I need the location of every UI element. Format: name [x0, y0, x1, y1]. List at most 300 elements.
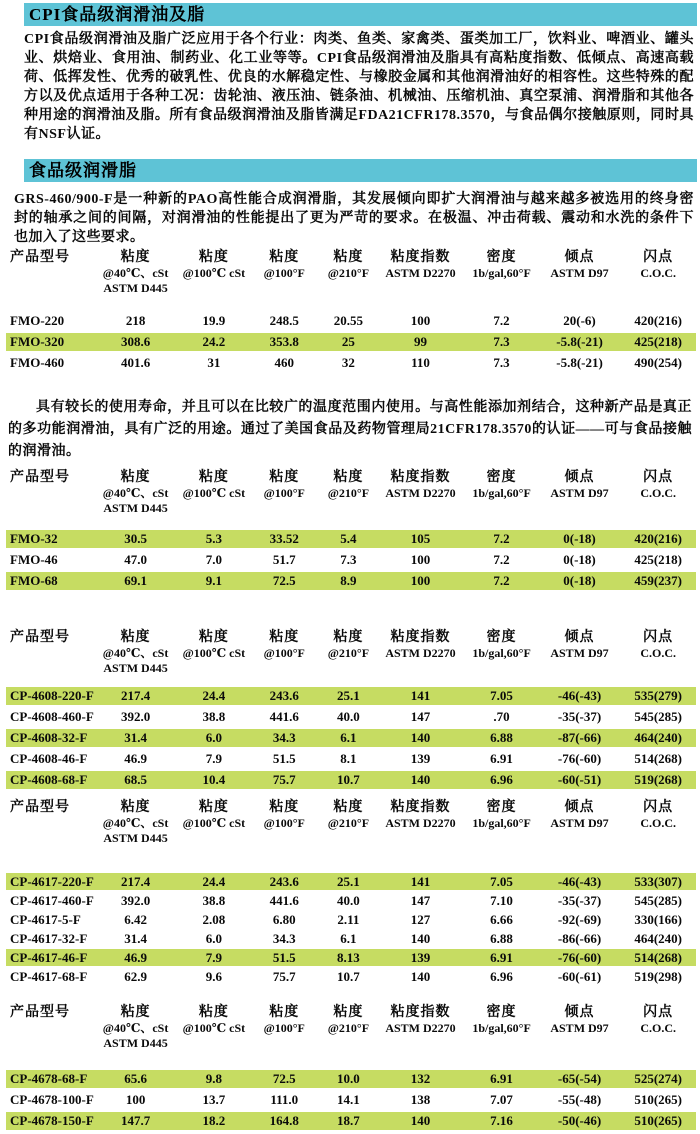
spec-value: 147: [410, 709, 431, 724]
spec-value: 9.1: [205, 573, 222, 588]
column-header-subtitle: @210°F: [327, 646, 370, 660]
column-header-title: 粘度: [333, 250, 364, 265]
column-header: [176, 629, 253, 661]
spec-value: 38.8: [202, 892, 226, 908]
table-header-row: [6, 799, 696, 846]
spec-value: -55(-48): [557, 1092, 602, 1107]
column-header: [252, 629, 316, 661]
spec-value: 392.0: [120, 892, 151, 908]
spec-value: 8.13: [337, 949, 360, 965]
spec-value: 164.8: [269, 1113, 299, 1128]
product-model: FMO-32: [10, 531, 58, 546]
table-row: [6, 572, 696, 590]
column-header-title: 倾点: [564, 800, 595, 815]
spec-value: 7.05: [490, 688, 513, 703]
column-header: [96, 629, 176, 676]
table-row: [6, 1112, 696, 1130]
column-header: [543, 799, 617, 831]
column-header-subtitle: C.O.C.: [640, 1021, 677, 1035]
spec-value: 460: [274, 355, 294, 370]
column-header-title: 倾点: [564, 630, 595, 645]
column-header-subtitle: @100℃ cSt: [182, 266, 246, 280]
table-row: [6, 1070, 696, 1088]
product-model: CP-4617-460-F: [10, 892, 94, 908]
column-header-title: 粘度: [120, 250, 151, 265]
column-header: [316, 799, 380, 831]
spec-value: 18.2: [202, 1113, 226, 1128]
spec-value: 140: [410, 1113, 431, 1128]
product-model: CP-4617-220-F: [10, 873, 94, 889]
column-header-title: 粘度: [333, 630, 364, 645]
spec-value: 34.3: [272, 930, 296, 946]
table-body: [6, 1070, 696, 1130]
spec-value: 248.5: [269, 313, 299, 328]
spec-value: 24.4: [202, 688, 226, 703]
column-header-subtitle: C.O.C.: [640, 266, 677, 280]
spec-value: 441.6: [269, 709, 299, 724]
column-header-subtitle: ASTM D445: [103, 831, 168, 845]
product-model: CP-4608-220-F: [10, 688, 94, 703]
spec-value: 141: [410, 873, 431, 889]
spec-value: 2.11: [337, 911, 360, 927]
table-row: [6, 750, 696, 768]
spec-value: 138: [410, 1092, 431, 1107]
column-header-subtitle: ASTM D445: [103, 1036, 168, 1050]
spec-value: 38.8: [202, 709, 226, 724]
spec-value: 5.4: [340, 531, 357, 546]
product-model: CP-4678-68-F: [10, 1071, 88, 1086]
table-row: [6, 687, 696, 705]
column-header-title: 粘度: [269, 800, 300, 815]
column-header-subtitle: @100℃ cSt: [182, 486, 246, 500]
column-header-subtitle: ASTM D2270: [385, 266, 456, 280]
spec-value: 459(237): [634, 573, 683, 588]
spec-value: 425(218): [634, 334, 683, 349]
column-header: [461, 629, 543, 661]
spec-value: 75.7: [272, 772, 296, 787]
spec-value: 65.6: [124, 1071, 147, 1086]
table-body: [6, 312, 696, 372]
column-header-title: 密度: [486, 250, 517, 265]
column-header: [543, 629, 617, 661]
column-header-subtitle: @210°F: [327, 1021, 370, 1035]
column-header-title: 粘度: [120, 470, 151, 485]
column-header-subtitle: ASTM D97: [550, 646, 609, 660]
table-row: [6, 551, 696, 569]
column-header: [96, 1004, 176, 1051]
table-row: [6, 771, 696, 789]
column-header-subtitle: 1b/gal,60°F: [472, 816, 531, 830]
spec-value: 33.52: [269, 531, 299, 546]
table-body: [6, 530, 696, 590]
product-model: CP-4678-150-F: [10, 1113, 94, 1128]
spec-value: 99: [413, 334, 427, 349]
spec-value: 40.0: [337, 892, 360, 908]
column-header: [316, 469, 380, 501]
spec-value: 6.91: [490, 1071, 513, 1086]
spec-value: 392.0: [120, 709, 151, 724]
spec-value: 330(166): [634, 911, 683, 927]
product-model: FMO-320: [10, 334, 65, 349]
table-row: [6, 312, 696, 330]
column-header: [316, 249, 380, 281]
spec-value: -76(-60): [557, 949, 602, 965]
column-header: [543, 1004, 617, 1036]
spec-table-cp4678: [6, 1004, 696, 1133]
spec-value: 6.0: [205, 730, 222, 745]
column-header: [543, 469, 617, 501]
column-header-title: 粘度指数: [390, 800, 451, 815]
spec-value: 6.1: [340, 730, 357, 745]
spec-value: 10.7: [337, 772, 360, 787]
spec-value: 5.3: [205, 531, 222, 546]
column-header-title: 粘度: [198, 470, 229, 485]
spec-value: 7.9: [205, 949, 222, 965]
spec-value: 0(-18): [563, 552, 596, 567]
column-header-title: 粘度: [198, 800, 229, 815]
spec-value: -87(-66): [557, 730, 602, 745]
spec-value: 140: [410, 930, 431, 946]
spec-value: 100: [410, 552, 431, 567]
spec-value: 218: [125, 313, 146, 328]
spec-value: 490(254): [634, 355, 683, 370]
spec-value: -60(-61): [557, 968, 602, 984]
column-header-title: 粘度: [120, 1005, 151, 1020]
product-model: CP-4678-100-F: [10, 1092, 94, 1107]
spec-value: 25: [341, 334, 355, 349]
spec-value: 72.5: [272, 573, 296, 588]
table-row: [6, 530, 696, 548]
column-header: [616, 1004, 699, 1036]
spec-value: 147.7: [120, 1113, 151, 1128]
column-header: [176, 469, 253, 501]
spec-value: 7.10: [490, 892, 513, 908]
column-header-title: 密度: [486, 470, 517, 485]
column-header: [176, 249, 253, 281]
spec-value: 140: [410, 968, 431, 984]
column-header-subtitle: ASTM D97: [550, 1021, 609, 1035]
spec-value: 6.96: [490, 772, 513, 787]
spec-value: 72.5: [272, 1071, 296, 1086]
column-header-subtitle: ASTM D97: [550, 486, 609, 500]
column-header: [6, 469, 96, 486]
column-header-title: 粘度: [120, 800, 151, 815]
product-model: CP-4608-68-F: [10, 772, 88, 787]
spec-value: 47.0: [124, 552, 147, 567]
column-header-title: 粘度: [269, 250, 300, 265]
column-header: [461, 1004, 543, 1036]
spec-value: 6.96: [490, 968, 513, 984]
column-header-subtitle: @210°F: [327, 816, 370, 830]
grease-intro-paragraph: GRS-460/900-F是一种新的PAO高性能合成润滑脂，其发展倾向即扩大润滑油与越来越多被选用的终身密封的轴承之间的间隔，对润滑油的性能提出了更为严苛的要求。在极温、冲击荷载、震动和水洗的条件下也加入了这些要求。: [14, 192, 694, 245]
column-header: [96, 249, 176, 296]
spec-value: 62.9: [124, 968, 147, 984]
column-header: [176, 799, 253, 831]
spec-value: -86(-66): [557, 930, 602, 946]
spec-value: 8.9: [340, 573, 357, 588]
spec-value: 132: [410, 1071, 431, 1086]
spec-value: 13.7: [202, 1092, 226, 1107]
spec-value: 51.5: [272, 751, 296, 766]
table-body: [6, 873, 696, 985]
spec-value: 140: [410, 730, 431, 745]
table-row: [6, 949, 696, 966]
spec-value: -5.8(-21): [556, 334, 603, 349]
spec-value: -50(-46): [557, 1113, 602, 1128]
spec-value: 7.07: [490, 1092, 513, 1107]
column-header-title: 粘度指数: [390, 250, 451, 265]
table-row: [6, 354, 696, 372]
spec-value: 545(285): [634, 892, 683, 908]
spec-value: -60(-51): [557, 772, 602, 787]
spec-value: -5.8(-21): [556, 355, 603, 370]
spec-value: 32: [341, 355, 355, 370]
column-header-subtitle: ASTM D2270: [385, 1021, 456, 1035]
table-row: [6, 1091, 696, 1109]
spec-value: -46(-43): [557, 688, 602, 703]
column-header-title: 倾点: [564, 1005, 595, 1020]
spec-value: 6.88: [490, 930, 513, 946]
spec-value: 30.5: [124, 531, 147, 546]
column-header-subtitle: ASTM D2270: [385, 646, 456, 660]
spec-value: 19.9: [202, 313, 226, 328]
spec-value: -46(-43): [557, 873, 602, 889]
column-header-title: 粘度指数: [390, 630, 451, 645]
spec-value: 7.0: [205, 552, 222, 567]
spec-value: 31.4: [124, 730, 147, 745]
column-header-subtitle: @40℃、cSt: [102, 1021, 169, 1035]
column-header-subtitle: ASTM D97: [550, 816, 609, 830]
spec-value: 6.66: [490, 911, 513, 927]
spec-value: 9.8: [205, 1071, 222, 1086]
column-header: [380, 249, 460, 281]
spec-value: 51.5: [272, 949, 296, 965]
spec-value: 6.91: [490, 949, 513, 965]
spec-value: 10.7: [337, 968, 360, 984]
spec-table-cp4608: [6, 629, 696, 792]
column-header-subtitle: ASTM D2270: [385, 816, 456, 830]
spec-value: 8.1: [340, 751, 357, 766]
spec-value: 25.1: [337, 873, 360, 889]
table-header-row: [6, 1004, 696, 1051]
product-model: CP-4608-460-F: [10, 709, 94, 724]
column-header-title: 粘度: [269, 1005, 300, 1020]
spec-value: 69.1: [124, 573, 147, 588]
spec-value: 420(216): [634, 531, 683, 546]
table-row: [6, 333, 696, 351]
column-header: [252, 249, 316, 281]
spec-value: -35(-37): [557, 892, 602, 908]
table-row: [6, 911, 696, 928]
column-header-title: 粘度指数: [390, 1005, 451, 1020]
spec-value: 464(240): [634, 730, 683, 745]
column-header-title: 产品型号: [10, 630, 70, 645]
column-header: [461, 249, 543, 281]
spec-value: 7.05: [490, 873, 513, 889]
column-header: [316, 1004, 380, 1036]
spec-value: -92(-69): [557, 911, 602, 927]
spec-value: 6.91: [490, 751, 513, 766]
spec-value: 519(268): [634, 772, 683, 787]
spec-value: 100: [125, 1092, 146, 1107]
spec-value: 111.0: [270, 1092, 299, 1107]
spec-value: 243.6: [269, 873, 299, 889]
spec-value: 140: [410, 772, 431, 787]
column-header: [96, 799, 176, 846]
product-model: FMO-46: [10, 552, 58, 567]
spec-value: 7.3: [340, 552, 357, 567]
column-header-subtitle: C.O.C.: [640, 816, 677, 830]
spec-value: 217.4: [120, 688, 151, 703]
mid-paragraph: 具有较长的使用寿命，并且可以在比较广的温度范围内使用。与高性能添加剂结合，这种新产品是真正的多功能润滑油，具有广泛的用途。通过了美国食品及药物管理局21CFR178.3570的认证——可与食品接触的润滑油。: [8, 400, 692, 459]
column-header-subtitle: @100°F: [263, 266, 305, 280]
column-header-subtitle: ASTM D2270: [385, 486, 456, 500]
column-header-title: 密度: [486, 630, 517, 645]
spec-value: 34.3: [272, 730, 296, 745]
spec-table-fmo-heavy: [6, 249, 696, 375]
column-header: [6, 799, 96, 816]
spec-value: 6.80: [272, 911, 296, 927]
spec-value: 75.7: [272, 968, 296, 984]
spec-value: 14.1: [337, 1092, 360, 1107]
spec-value: 110: [411, 355, 430, 370]
column-header-title: 粘度: [198, 250, 229, 265]
spec-value: 420(216): [634, 313, 683, 328]
column-header-subtitle: @40℃、cSt: [102, 266, 169, 280]
column-header-title: 粘度: [198, 1005, 229, 1020]
column-header-subtitle: @100℃ cSt: [182, 816, 246, 830]
spec-table-fmo-light: [6, 469, 696, 593]
spec-value: 7.16: [490, 1113, 513, 1128]
column-header: [316, 629, 380, 661]
column-header-title: 产品型号: [10, 250, 70, 265]
product-model: FMO-460: [10, 355, 65, 370]
column-header-title: 产品型号: [10, 800, 70, 815]
column-header: [461, 469, 543, 501]
table-row: [6, 708, 696, 726]
spec-value: 100: [410, 313, 431, 328]
table-row: [6, 968, 696, 985]
column-header-title: 闪点: [643, 630, 674, 645]
product-model: CP-4608-46-F: [10, 751, 88, 766]
table-row: [6, 729, 696, 747]
spec-value: 7.2: [493, 573, 510, 588]
spec-value: 141: [410, 688, 431, 703]
column-header-subtitle: @100°F: [263, 646, 305, 660]
column-header-subtitle: @100°F: [263, 816, 305, 830]
spec-value: 510(265): [634, 1113, 683, 1128]
column-header: [380, 469, 460, 501]
spec-value: 6.0: [205, 930, 222, 946]
spec-value: 2.08: [202, 911, 226, 927]
column-header: [252, 799, 316, 831]
grease-title: 食品级润滑脂: [29, 161, 137, 180]
spec-value: 105: [410, 531, 431, 546]
column-header-subtitle: @40℃、cSt: [102, 816, 169, 830]
product-model: CP-4617-68-F: [10, 968, 88, 984]
column-header-subtitle: @40℃、cSt: [102, 646, 169, 660]
column-header-title: 粘度: [333, 470, 364, 485]
column-header: [252, 1004, 316, 1036]
column-header: [616, 469, 699, 501]
column-header: [6, 249, 96, 266]
table-row: [6, 873, 696, 890]
column-header-subtitle: ASTM D445: [103, 661, 168, 675]
column-header-title: 密度: [486, 800, 517, 815]
column-header: [96, 469, 176, 516]
spec-value: 217.4: [120, 873, 151, 889]
column-header-title: 倾点: [564, 470, 595, 485]
column-header-subtitle: @100°F: [263, 486, 305, 500]
spec-value: 510(265): [634, 1092, 683, 1107]
spec-value: 31.4: [124, 930, 147, 946]
column-header: [461, 799, 543, 831]
spec-value: 46.9: [124, 949, 147, 965]
spec-value: 7.9: [205, 751, 222, 766]
spec-value: 7.2: [493, 531, 510, 546]
table-body: [6, 687, 696, 789]
spec-value: 139: [410, 751, 431, 766]
spec-value: 139: [410, 949, 431, 965]
spec-value: 519(298): [634, 968, 683, 984]
spec-value: 464(240): [634, 930, 683, 946]
product-model: FMO-220: [10, 313, 65, 328]
column-header: [380, 799, 460, 831]
column-header-subtitle: @100℃ cSt: [182, 646, 246, 660]
spec-value: 533(307): [634, 873, 683, 889]
column-header-title: 密度: [486, 1005, 517, 1020]
spec-value: 18.7: [337, 1113, 360, 1128]
column-header-title: 闪点: [643, 1005, 674, 1020]
product-model: CP-4617-32-F: [10, 930, 88, 946]
column-header-subtitle: 1b/gal,60°F: [472, 266, 531, 280]
column-header-subtitle: @210°F: [327, 266, 370, 280]
column-header-subtitle: @210°F: [327, 486, 370, 500]
column-header-subtitle: 1b/gal,60°F: [472, 486, 531, 500]
column-header-title: 倾点: [564, 250, 595, 265]
column-header-title: 粘度: [333, 800, 364, 815]
spec-value: 147: [410, 892, 431, 908]
column-header: [380, 629, 460, 661]
column-header: [616, 629, 699, 661]
spec-value: 6.88: [490, 730, 513, 745]
column-header-title: 粘度: [269, 470, 300, 485]
spec-value: 10.4: [202, 772, 226, 787]
column-header-title: 闪点: [643, 250, 674, 265]
column-header-subtitle: @100℃ cSt: [182, 1021, 246, 1035]
spec-value: .70: [493, 709, 510, 724]
spec-value: 9.6: [205, 968, 222, 984]
spec-value: 24.4: [202, 873, 226, 889]
grease-title-band: [24, 159, 697, 182]
spec-value: 40.0: [337, 709, 360, 724]
table-row: [6, 892, 696, 909]
spec-value: 441.6: [269, 892, 299, 908]
column-header-title: 产品型号: [10, 1005, 70, 1020]
product-model: CP-4608-32-F: [10, 730, 88, 745]
spec-value: 24.2: [202, 334, 226, 349]
spec-value: 7.3: [493, 355, 510, 370]
product-model: CP-4617-46-F: [10, 949, 88, 965]
spec-value: -76(-60): [557, 751, 602, 766]
spec-value: 31: [207, 355, 221, 370]
spec-value: 20(-6): [563, 313, 596, 328]
spec-value: 127: [410, 911, 431, 927]
intro-paragraph: CPI食品级润滑油及脂广泛应用于各个行业：肉类、鱼类、家禽类、蛋类加工厂，饮料业、啤酒业、罐头业、烘焙业、食用油、制药业、化工业等等。CPI食品级润滑油及脂具有高粘度指数、低倾点、高速高载荷、低挥发性、优秀的破乳性、优良的水解稳定性、与橡胶金属和其他润滑油好的相容性。这些特殊的配方以及优点适用于各种工况：齿轮油、液压油、链条油、机械油、压缩机油、真空泵浦、润滑脂和其他各种用途的润滑油及脂。所有食品级润滑油及脂皆满足FDA21CFR178.3570，与食品偶尔接触原则，同时具有NSF认证。: [24, 32, 694, 142]
column-header-title: 粘度: [269, 630, 300, 645]
column-header-title: 产品型号: [10, 470, 70, 485]
column-header: [616, 249, 699, 281]
